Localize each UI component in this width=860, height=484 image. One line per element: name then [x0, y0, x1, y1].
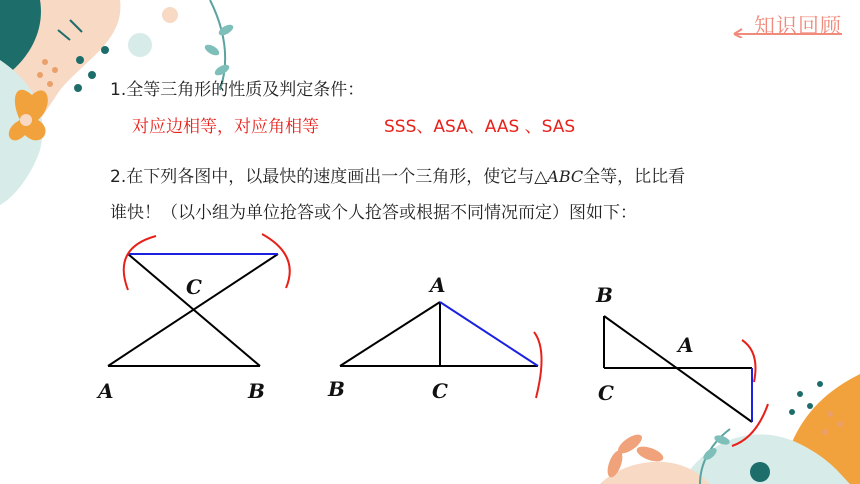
figure-3-label-a: A — [678, 333, 694, 357]
figure-1-side-bc-extended — [128, 254, 260, 366]
figure-1 — [96, 234, 290, 403]
figure-3-label-b: B — [596, 283, 613, 307]
figure-2 — [327, 273, 542, 403]
figure-3 — [595, 283, 768, 446]
question-1: 1.全等三角形的性质及判定条件： — [110, 80, 365, 100]
question-2-prefix: 2.在下列各图中，以最快的速度画出一个三角形，使它与△ — [110, 167, 548, 187]
question-2-line-2: 谁快！（以小组为单位抢答或个人抢答或根据不同情况而定）图如下： — [110, 203, 637, 223]
answer-criteria: SSS、ASA、AAS 、SAS — [384, 117, 576, 137]
figure-1-label-b: B — [248, 379, 265, 403]
figure-2-new-side — [440, 302, 538, 366]
triangle-name: ABC — [547, 167, 584, 186]
figure-3-arc-top — [742, 340, 756, 382]
figure-2-label-b: B — [328, 377, 345, 401]
figure-1-label-a: A — [98, 379, 114, 403]
answer-property: 对应边相等，对应角相等 — [132, 117, 319, 137]
figure-2-side-ba — [340, 302, 440, 366]
figure-3-arc-bottom — [732, 404, 768, 446]
question-2-suffix: 全等，比比看 — [583, 167, 686, 187]
figure-3-label-c: C — [598, 381, 614, 405]
figure-1-label-c: C — [186, 275, 202, 299]
section-tag-label: 知识回顾 — [754, 14, 842, 38]
figure-2-label-a: A — [430, 273, 446, 297]
figure-2-label-c: C — [432, 379, 448, 403]
